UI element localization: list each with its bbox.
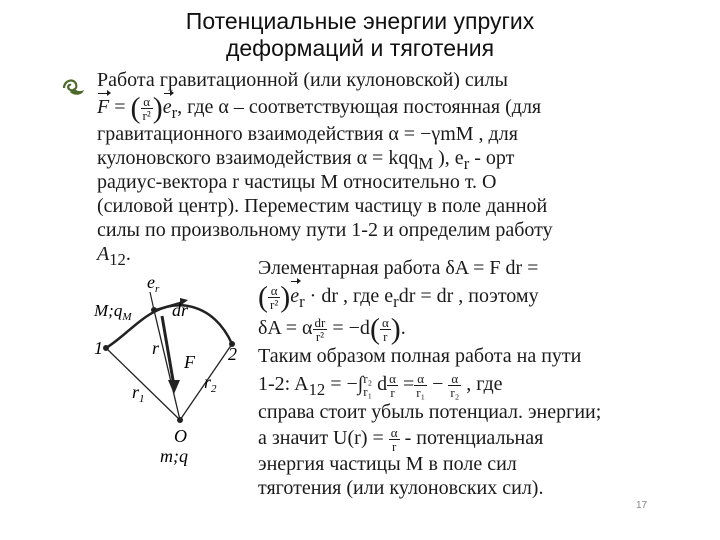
- frac-den-d: r: [383, 328, 388, 344]
- label-M-q: $M;q_M$: [94, 301, 132, 323]
- unit-vector-er: e: [163, 92, 172, 122]
- alpha-over-r2-b: [268, 284, 280, 311]
- right-line-7: [258, 424, 676, 452]
- frac-num-b: α: [268, 284, 280, 298]
- frac-den-c: r²: [315, 328, 325, 344]
- paren-open: (: [258, 280, 268, 314]
- title-line-2: деформаций и тяготения: [225, 35, 495, 61]
- force-vector: F: [97, 92, 109, 122]
- right-line-5: [258, 368, 676, 400]
- right-column-text: [258, 256, 676, 500]
- frac-num-c: dr: [314, 314, 326, 330]
- lim-bot: r₁: [363, 384, 373, 400]
- er-subscript-2: r: [463, 154, 470, 173]
- body-line-3: гравитационного взаимодействия α = −γmM , для: [97, 123, 518, 145]
- right-line-7-b: - потенциальная: [399, 427, 544, 449]
- fleuron-bullet-icon: [60, 74, 86, 100]
- alpha-over-r-int: [387, 372, 398, 399]
- right-line-3-a: δA = α: [258, 317, 313, 339]
- qm-subscript: M: [418, 154, 434, 173]
- body-line-7: силы по произвольному пути 1-2 и определим работу: [97, 219, 553, 241]
- work-symbol: A: [97, 243, 110, 265]
- label-point-1: 1: [94, 338, 103, 358]
- label-r1: $r_1$: [132, 382, 145, 405]
- page-number: 17: [636, 500, 648, 511]
- alpha-over-r1: [414, 372, 427, 399]
- body-line-4-c: - орт: [469, 147, 515, 169]
- frac-num: α: [141, 95, 153, 109]
- right-line-4: Таким образом полная работа на пути: [258, 345, 582, 367]
- body-line-2: [97, 91, 675, 125]
- label-m-q: m;q: [160, 446, 188, 466]
- frac-den-f: r₁: [416, 384, 426, 400]
- frac-num-d: α: [381, 314, 389, 330]
- force-arrowhead: [168, 380, 180, 394]
- right-line-5-a: 1-2: A: [258, 373, 309, 395]
- dr-over-r2: [313, 316, 328, 343]
- frac-den-h: r: [392, 438, 397, 454]
- right-line-2-c: dr = dr , поэтому: [398, 285, 539, 307]
- body-line-2-text: , где α – соответствующая постоянная (для: [177, 96, 542, 118]
- period: .: [125, 243, 131, 265]
- minus-sign: −: [427, 373, 449, 395]
- er-sub-c: r: [393, 292, 399, 311]
- er-vec-b: e: [290, 280, 299, 312]
- right-line-2: [258, 280, 676, 312]
- body-line-4: [97, 146, 675, 173]
- paren-open-2: (: [369, 312, 380, 346]
- right-line-7-a: а значит U(r) =: [258, 427, 389, 449]
- integral-limits: [363, 372, 372, 398]
- alpha-over-r-u: [389, 426, 400, 453]
- alpha-over-r2: [141, 95, 153, 122]
- label-dr: dr: [172, 300, 189, 320]
- alpha-over-r2-c: [448, 372, 461, 399]
- er-sub-b: r: [299, 292, 305, 311]
- body-line-6: (силовой центр). Переместим частицу в поле данной: [97, 195, 548, 217]
- radius-r-line: [154, 310, 180, 420]
- right-line-1: Элементарная работа δA = F dr =: [258, 257, 539, 279]
- force-path-diagram: [92, 276, 252, 476]
- frac-den-b: r²: [270, 296, 279, 312]
- right-line-2-b: · dr , где e: [304, 285, 394, 307]
- label-er: $e_r$: [147, 276, 160, 295]
- frac-den-e: r: [390, 384, 395, 400]
- body-line-4-a: кулоновского взаимодействия α = kqq: [97, 147, 419, 169]
- work-subscript: 12: [109, 250, 126, 269]
- right-paren: ): [152, 91, 163, 125]
- right-line-9: тяготения (или кулоновских сил).: [258, 477, 544, 499]
- paren-close: ): [280, 280, 291, 314]
- alpha-over-r: [380, 316, 391, 343]
- body-line-1: Работа гравитационной (или кулоновской) силы: [97, 69, 508, 91]
- slide-title: [0, 8, 720, 62]
- body-line-5: радиус-вектора r частицы M относительно т. O: [97, 171, 497, 193]
- frac-den: r²: [142, 107, 151, 123]
- lim-top: r₂: [363, 371, 373, 387]
- label-O: O: [174, 426, 187, 446]
- right-line-5-c: d: [372, 373, 388, 395]
- right-line-5-d: =: [397, 373, 415, 395]
- integral-sign: = −∫: [325, 373, 364, 395]
- label-point-2: 2: [228, 344, 237, 364]
- right-line-3: [258, 312, 676, 344]
- frac-den-g: r₂: [450, 384, 460, 400]
- paren-close-2: ): [390, 312, 401, 346]
- label-F: F: [184, 352, 195, 372]
- frac-num-h: α: [390, 424, 398, 440]
- body-line-4-b: ), e: [433, 147, 464, 169]
- left-paren: (: [130, 91, 141, 125]
- frac-num-e: α: [389, 370, 396, 386]
- right-line-6: справа стоит убыль потенциал. энергии;: [258, 401, 602, 423]
- title-line-1: Потенциальные энергии упругих: [185, 8, 535, 34]
- label-r: r: [152, 338, 160, 358]
- frac-num-f: α: [414, 372, 427, 386]
- er-arrow: [150, 292, 154, 310]
- right-line-8: энергия частицы M в поле сил: [258, 453, 517, 475]
- equals-sign: =: [109, 96, 131, 118]
- er-subscript: r: [171, 103, 178, 122]
- origin-O: [177, 417, 183, 423]
- right-line-3-c: .: [400, 317, 406, 339]
- frac-num-g: α: [448, 372, 461, 386]
- a12-sub: 12: [308, 380, 326, 399]
- right-line-3-b: = −d: [327, 317, 370, 339]
- right-line-5-f: , где: [461, 373, 503, 395]
- label-r2: $r_2$: [204, 372, 217, 395]
